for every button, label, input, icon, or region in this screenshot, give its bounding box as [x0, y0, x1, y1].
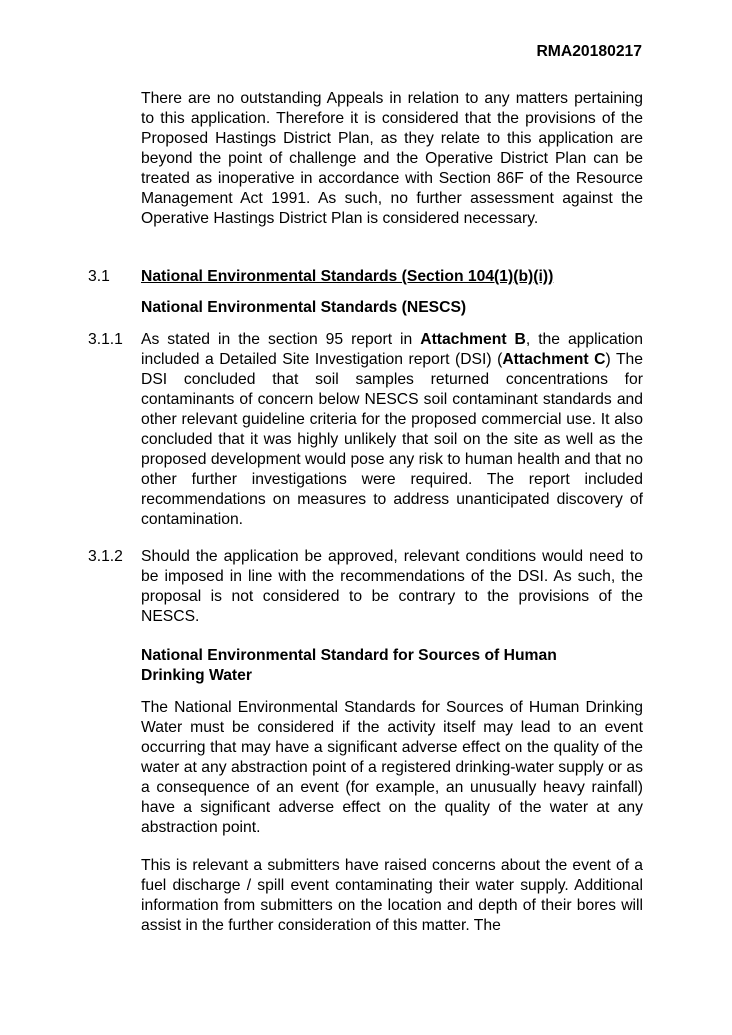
intro-paragraph: There are no outstanding Appeals in relation to any matters pertaining to this application. Therefore it is considered that the provisions of the Proposed Hastings District Plan, as they relate to this application are beyond the point of challenge and the Operative District Plan can be treated as inoperative in accordance with Section 86F of the Resource Management Act 1991. As such, no further assessment against the Operative Hastings District Plan is considered necessary. — [141, 90, 643, 227]
drinking-water-heading-line-2: Drinking Water — [141, 667, 252, 684]
drinking-water-heading — [141, 646, 643, 686]
paragraph-3-1-1-text-a: As stated in the section 95 report in — [141, 331, 421, 348]
section-title-3-1: National Environmental Standards (Section 104(1)(b)(i)) — [141, 268, 554, 285]
drinking-water-paragraph-1: The National Environmental Standards for Sources of Human Drinking Water must be considered if the activity itself may lead to an event occurring that may have a significant adverse effect on the quality of the water at any abstraction point of a registered drinking-water supply or as a consequence of an event (for example, an unusually heavy rainfall) have a significant adverse effect on the quality of the water at any abstraction point. — [141, 699, 643, 836]
document-reference: RMA20180217 — [536, 43, 642, 60]
paragraph-number-3-1-1: 3.1.1 — [88, 331, 123, 348]
drinking-water-paragraph-2: This is relevant a submitters have raised concerns about the event of a fuel discharge / spill event contaminating their water supply. Additional information from submitters on the location and depth of their bores will assist in the further consideration of this matter. The — [141, 857, 643, 934]
paragraph-3-1-1 — [141, 330, 643, 530]
paragraph-3-1-2: Should the application be approved, relevant conditions would need to be imposed in line with the recommendations of the DSI. As such, the proposal is not considered to be contrary to the provisions of the NESCS. — [141, 548, 643, 625]
nescs-subheading: National Environmental Standards (NESCS) — [141, 299, 467, 316]
attachment-c-reference: Attachment C — [502, 351, 606, 368]
paragraph-3-1-1-text-b: , the application included a Detailed Site Investigation report (DSI) ( — [141, 331, 643, 368]
attachment-b-reference: Attachment B — [420, 331, 526, 348]
paragraph-3-1-1-text-c: ) The DSI concluded that soil samples returned concentrations for contaminants of concern below NESCS soil contaminant standards and other relevant guideline criteria for the proposed commercial use. It also concluded that it was highly unlikely that soil on the site as well as the proposed development would pose any risk to human health and that no other further investigations were required. The report included recommendations on measures to address unanticipated discovery of contamination. — [141, 351, 643, 528]
drinking-water-heading-line-1: National Environmental Standard for Sources of Human — [141, 647, 557, 664]
paragraph-number-3-1-2: 3.1.2 — [88, 548, 123, 565]
section-number-3-1: 3.1 — [88, 268, 110, 285]
